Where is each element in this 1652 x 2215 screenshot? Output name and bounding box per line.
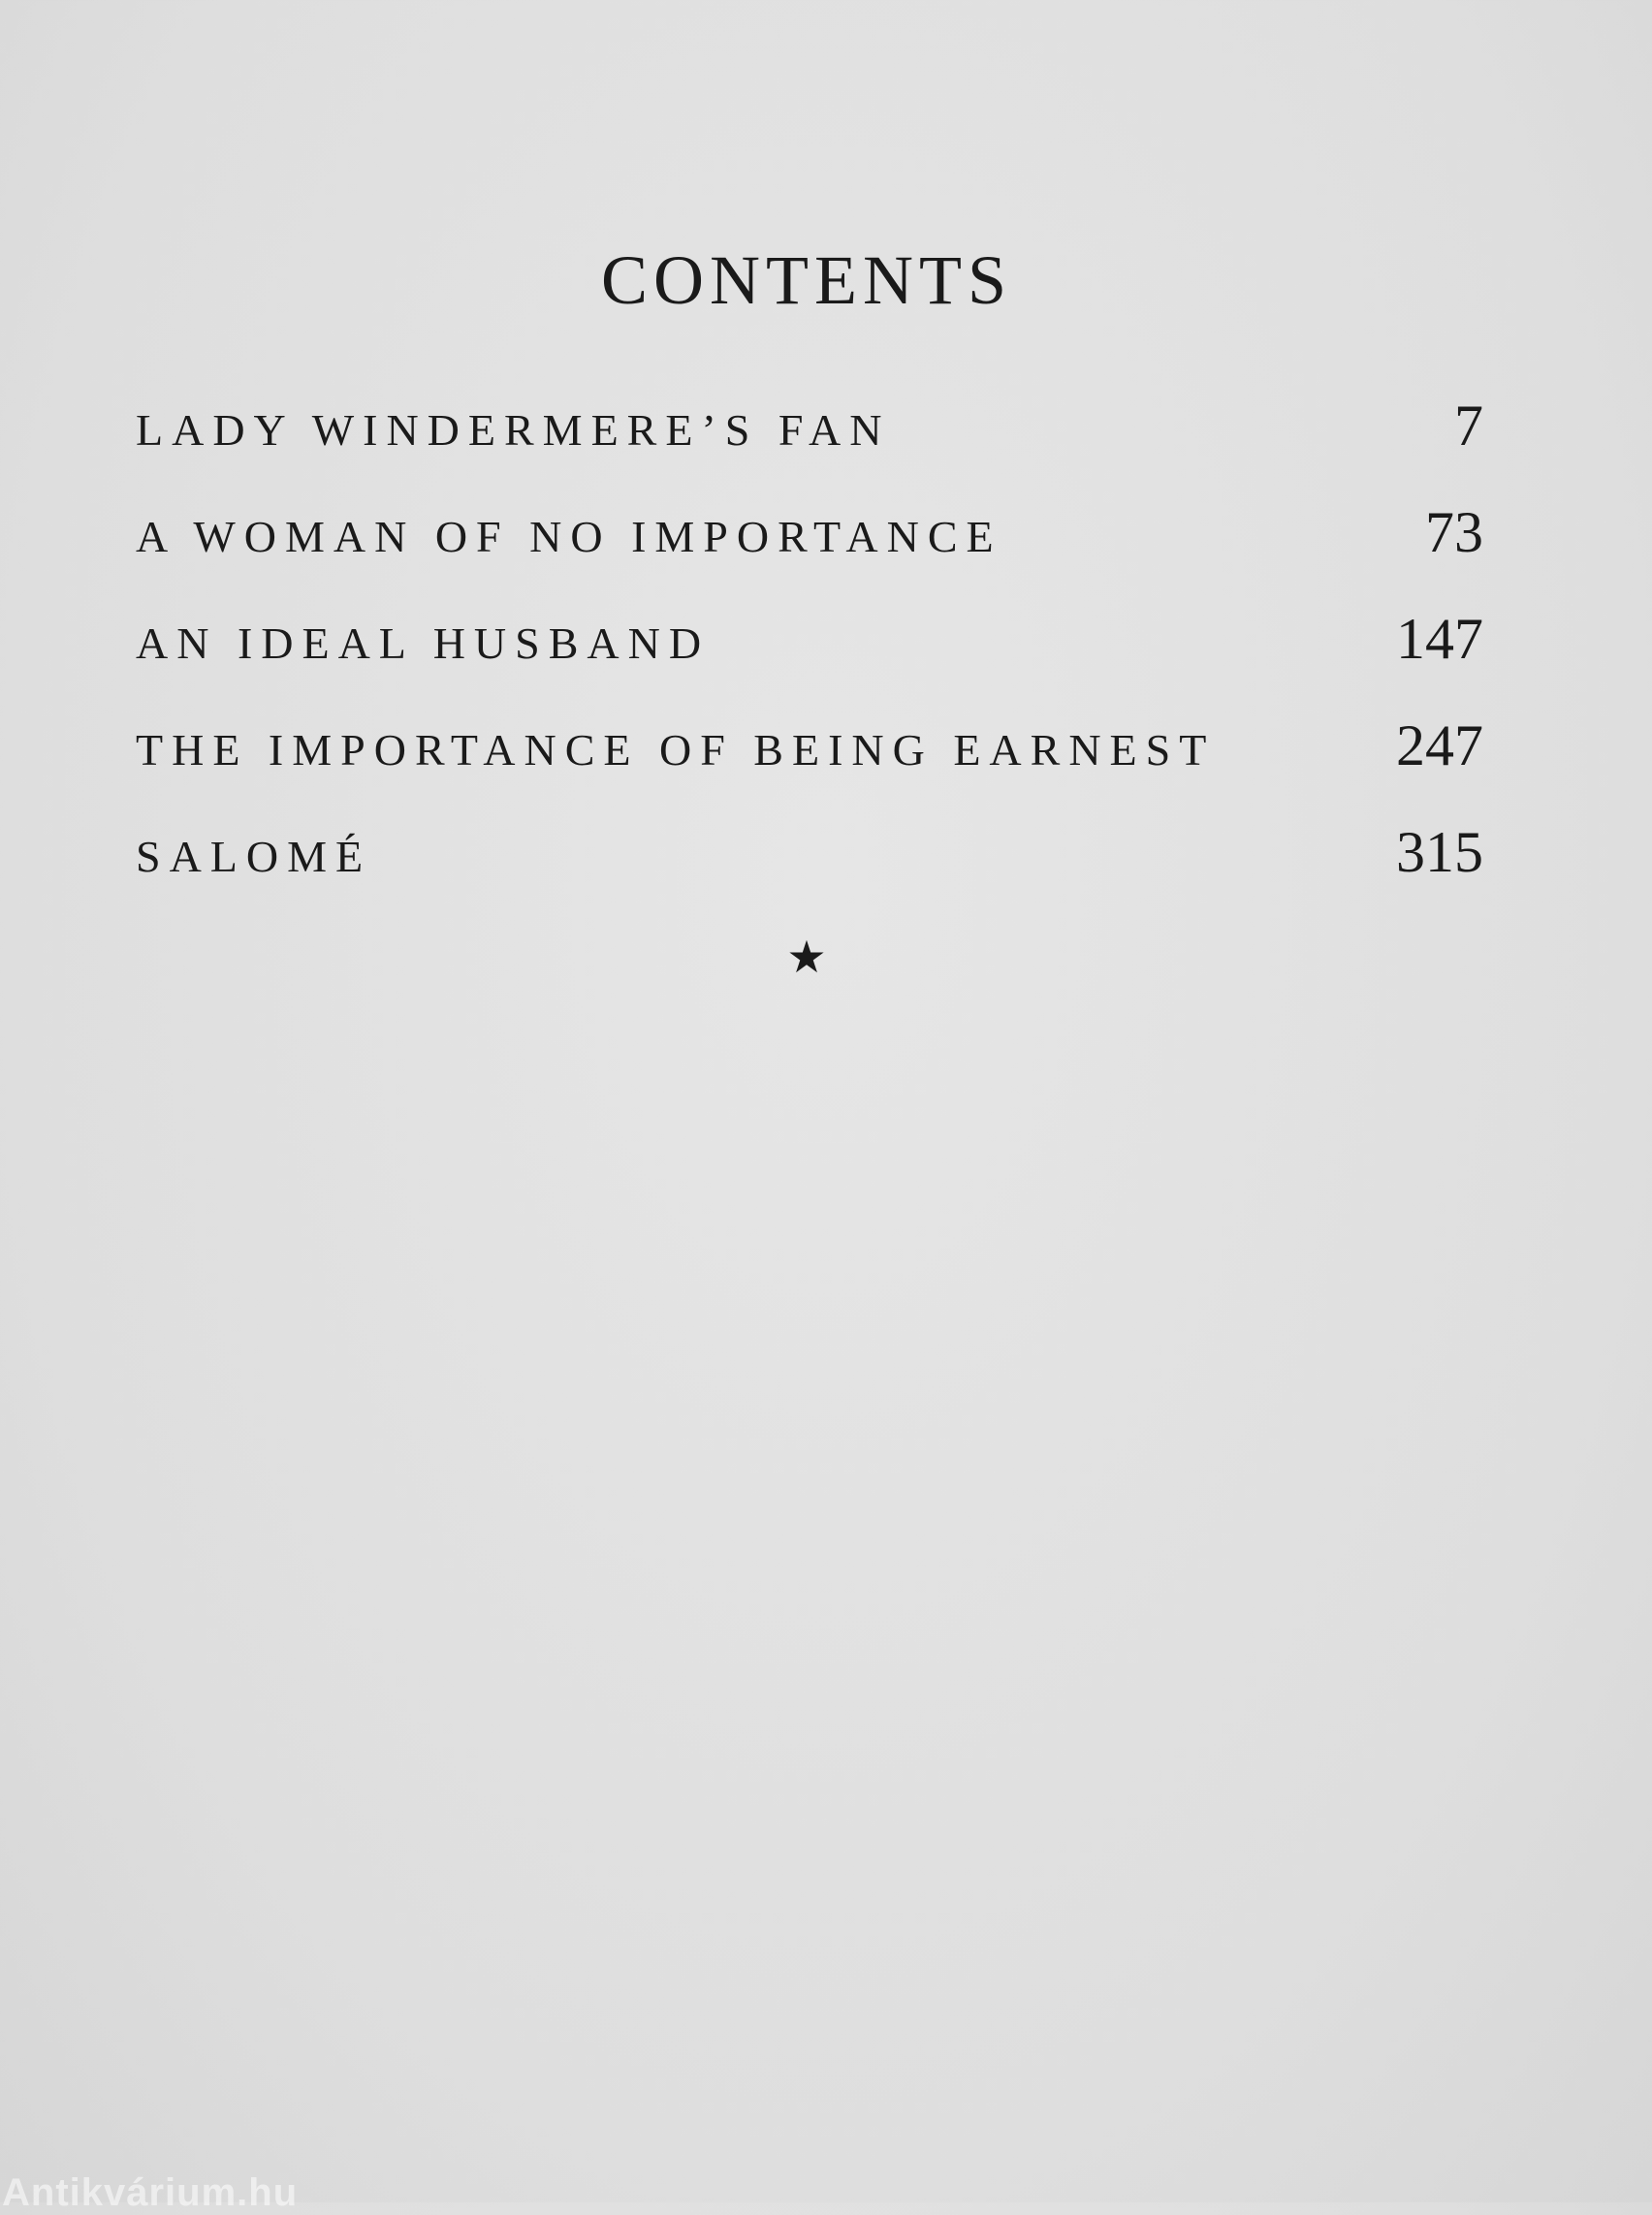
toc-entry-title: AN IDEAL HUSBAND [136, 618, 711, 668]
contents-heading: CONTENTS [601, 241, 1012, 319]
toc-entry [136, 606, 1483, 712]
toc-entry [136, 393, 1483, 499]
toc-entry-title: LADY WINDERMERE’S FAN [136, 405, 891, 455]
toc-entry-page: 315 [1396, 820, 1483, 884]
toc-entry-page: 7 [1454, 394, 1483, 458]
toc-entry-page: 73 [1425, 500, 1483, 564]
table-of-contents [136, 393, 1483, 926]
star-ornament-icon: ★ [786, 931, 827, 983]
toc-entry-title: SALOMÉ [136, 832, 372, 881]
toc-entry-page: 247 [1396, 713, 1483, 777]
toc-entry-title: A WOMAN OF NO IMPORTANCE [136, 512, 1002, 561]
toc-entry-page: 147 [1396, 607, 1483, 671]
toc-entry [136, 712, 1483, 819]
toc-entry-title: THE IMPORTANCE OF BEING EARNEST [136, 725, 1216, 775]
toc-entry [136, 819, 1483, 926]
toc-entry [136, 499, 1483, 606]
watermark: Antikvárium.hu [2, 2171, 299, 2214]
